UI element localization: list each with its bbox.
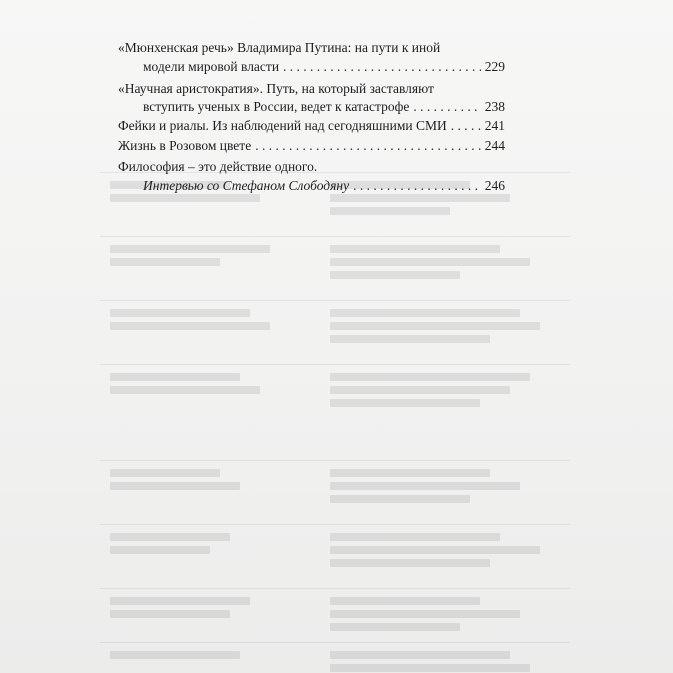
toc-page-number: 241 [484, 118, 505, 133]
leader-dots [451, 118, 481, 134]
leader-dots [255, 138, 481, 154]
toc-page-number: 229 [484, 59, 505, 74]
toc-entry-text: Фейки и риалы. Из наблюдений над сегодняшними СМИ [118, 118, 447, 133]
leader-dots [413, 99, 480, 115]
leader-dots [283, 59, 481, 75]
toc-entry-text: вступить ученых в России, ведет к катастрофе [143, 99, 410, 114]
toc-entry-text: Интервью со Стефаном Слободяну [143, 178, 350, 193]
toc-entry-text: модели мировой власти [143, 59, 280, 74]
toc-page-number: 238 [484, 99, 505, 114]
toc-entry-title: Философия – это действие одного. [118, 159, 318, 174]
toc-entry [118, 138, 505, 154]
toc-entry [118, 118, 505, 134]
leader-dots [353, 178, 481, 194]
toc-entry-continuation [143, 59, 505, 75]
bleed-through-text [100, 172, 570, 672]
toc-page-number: 246 [484, 178, 505, 193]
toc-entry-title: «Мюнхенская речь» Владимира Путина: на пути к иной [118, 40, 441, 55]
toc-entry-text: Жизнь в Розовом цвете [118, 138, 252, 153]
toc-page-number: 244 [484, 138, 505, 153]
toc-entry-continuation [143, 178, 505, 194]
toc-entry-title: «Научная аристократия». Путь, на который заставляют [118, 81, 434, 96]
toc-entry-continuation [143, 99, 505, 115]
